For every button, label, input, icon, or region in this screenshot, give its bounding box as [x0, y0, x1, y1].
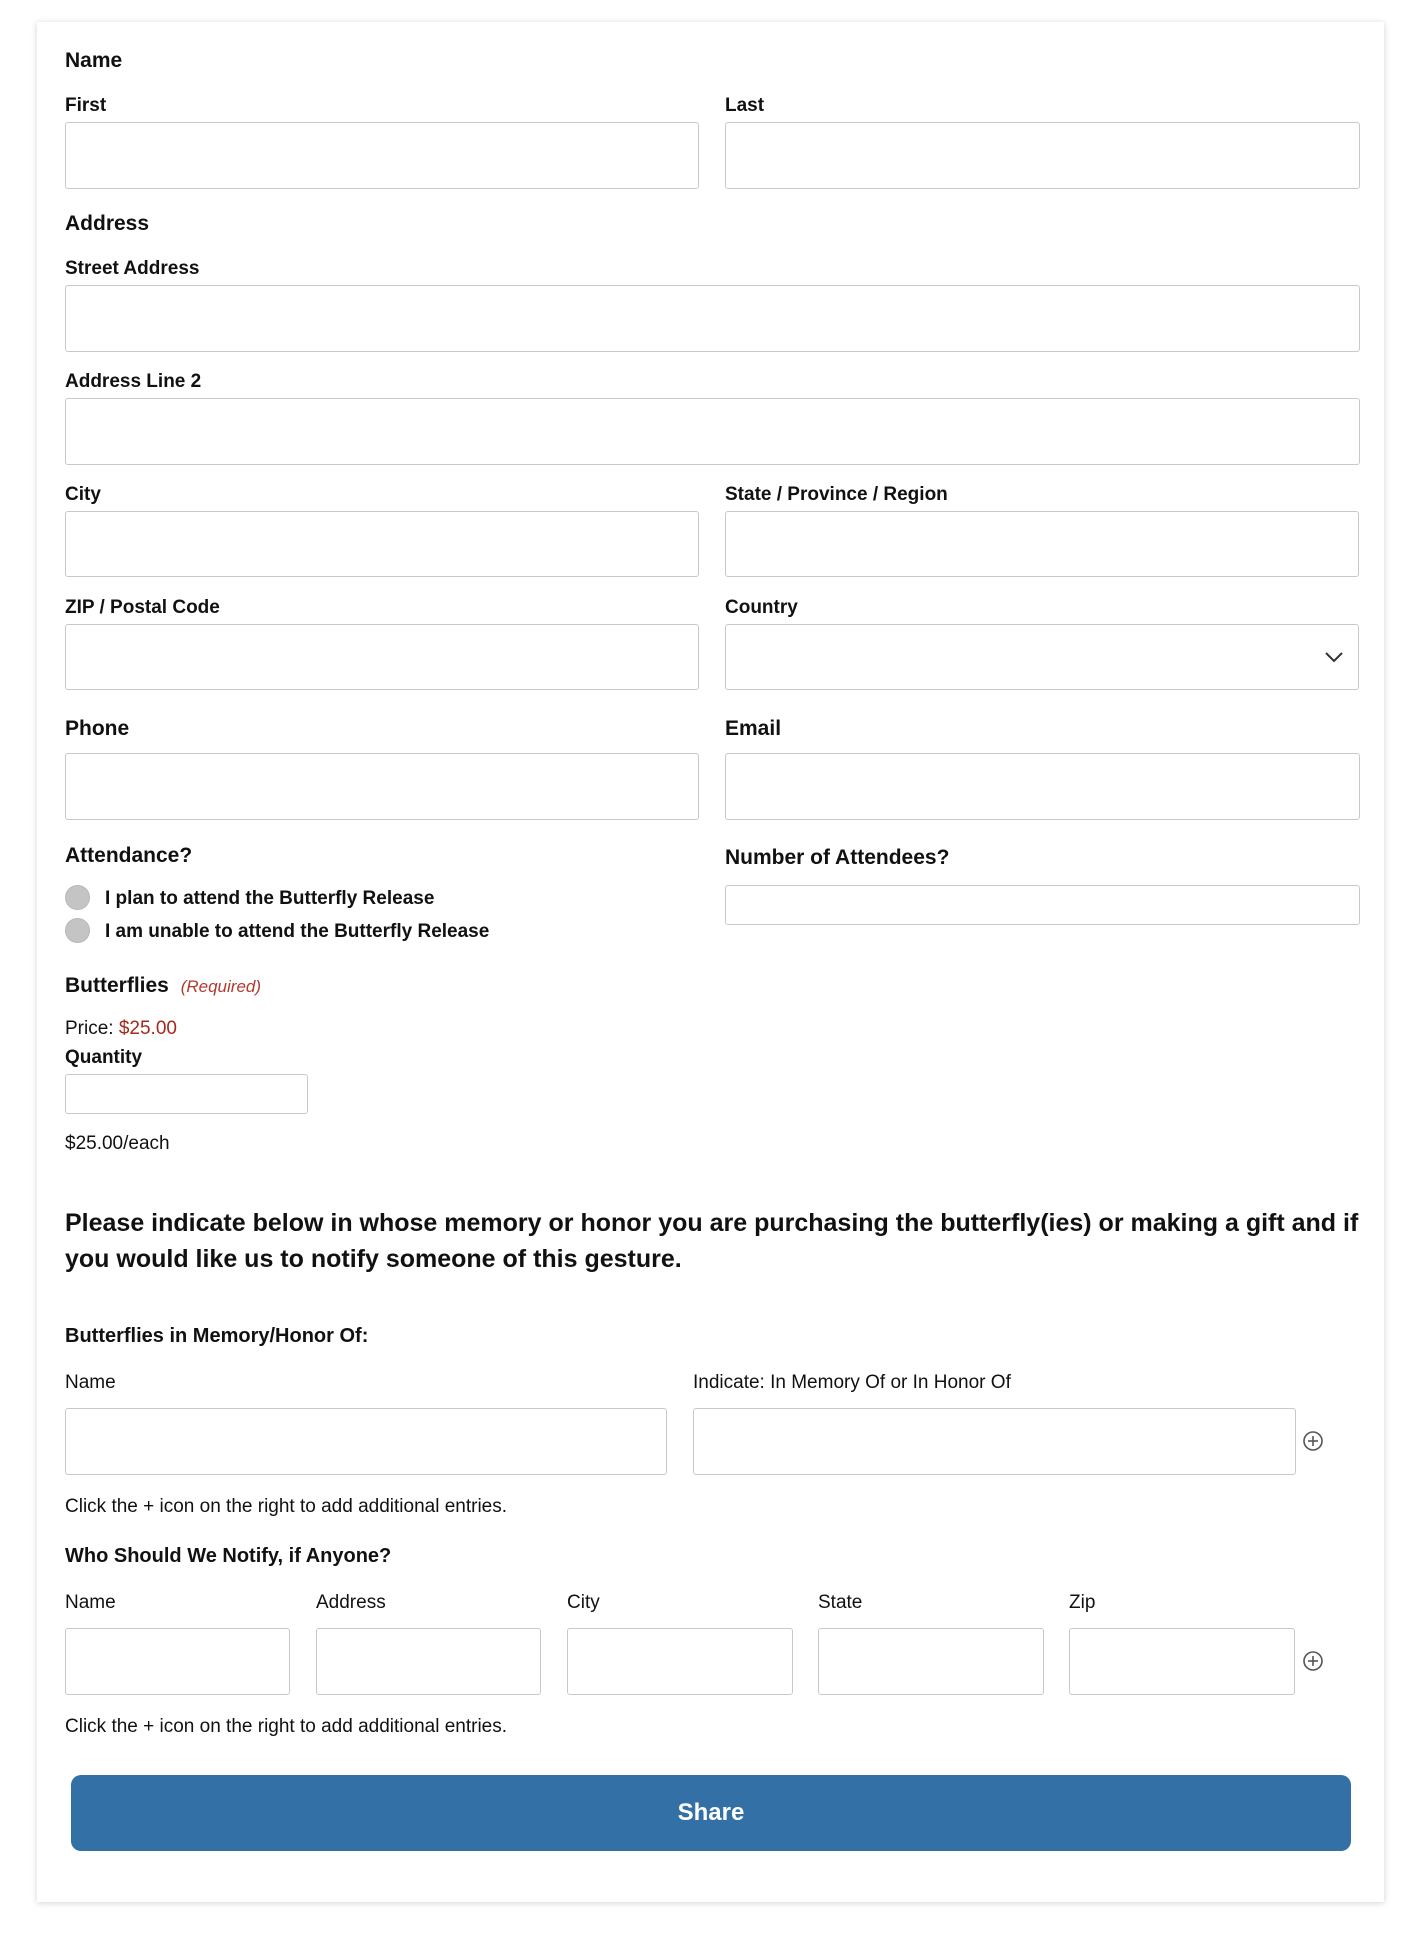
state-input[interactable] [725, 511, 1359, 577]
instructions-heading: Please indicate below in whose memory or honor you are purchasing the butterfly(ies) or making a gift and if you would like us to notify someone of this gesture. [65, 1209, 1359, 1273]
notify-zip-input[interactable] [1069, 1628, 1295, 1695]
email-label: Email [725, 717, 782, 740]
attend-radio[interactable] [65, 885, 90, 910]
address-legend: Address [65, 212, 150, 235]
butterflies-legend [65, 973, 261, 1000]
street-address-label: Street Address [65, 258, 200, 279]
phone-label: Phone [65, 717, 130, 740]
unable-radio[interactable] [65, 918, 90, 943]
unit-price-text: $25.00/each [65, 1133, 170, 1154]
notify-state-input[interactable] [818, 1628, 1044, 1695]
notify-address-input[interactable] [316, 1628, 541, 1695]
add-notify-entry-icon[interactable] [1302, 1650, 1324, 1672]
memory-hint: Click the + icon on the right to add additional entries. [65, 1496, 508, 1517]
name-legend: Name [65, 49, 123, 72]
zip-label: ZIP / Postal Code [65, 597, 220, 618]
last-name-input[interactable] [725, 122, 1360, 189]
email-input[interactable] [725, 753, 1360, 820]
price-label: Price: [65, 1018, 114, 1039]
country-label: Country [725, 597, 798, 618]
share-button[interactable]: Share [71, 1775, 1351, 1851]
notify-name-input[interactable] [65, 1628, 290, 1695]
notify-name-column: Name [65, 1592, 116, 1613]
first-name-label: First [65, 95, 107, 116]
attendance-legend: Attendance? [65, 844, 193, 867]
notify-city-input[interactable] [567, 1628, 793, 1695]
price-line [65, 1017, 177, 1041]
attend-option-label[interactable]: I plan to attend the Butterfly Release [105, 888, 435, 909]
attendees-input[interactable] [725, 885, 1360, 925]
country-select[interactable] [725, 624, 1359, 690]
butterflies-label: Butterflies [65, 974, 169, 997]
city-label: City [65, 484, 101, 505]
first-name-input[interactable] [65, 122, 699, 189]
last-name-label: Last [725, 95, 765, 116]
memory-legend: Butterflies in Memory/Honor Of: [65, 1325, 369, 1347]
notify-address-column: Address [316, 1592, 386, 1613]
chevron-down-icon [1324, 651, 1344, 663]
zip-input[interactable] [65, 624, 699, 690]
required-indicator: (Required) [180, 977, 262, 996]
notify-legend: Who Should We Notify, if Anyone? [65, 1545, 392, 1567]
street-address-input[interactable] [65, 285, 1360, 352]
unable-option-label[interactable]: I am unable to attend the Butterfly Release [105, 921, 490, 942]
address-line2-input[interactable] [65, 398, 1360, 465]
state-label: State / Province / Region [725, 484, 948, 505]
notify-zip-column: Zip [1069, 1592, 1096, 1613]
price-value: $25.00 [118, 1018, 177, 1039]
notify-state-column: State [818, 1592, 863, 1613]
phone-input[interactable] [65, 753, 699, 820]
notify-city-column: City [567, 1592, 600, 1613]
memory-name-input[interactable] [65, 1408, 667, 1475]
memory-indicate-column: Indicate: In Memory Of or In Honor Of [693, 1372, 1011, 1393]
memory-indicate-input[interactable] [693, 1408, 1296, 1475]
quantity-input[interactable] [65, 1074, 308, 1114]
quantity-label: Quantity [65, 1047, 143, 1068]
notify-hint: Click the + icon on the right to add additional entries. [65, 1716, 508, 1737]
city-input[interactable] [65, 511, 699, 577]
add-memory-entry-icon[interactable] [1302, 1430, 1324, 1452]
memory-name-column: Name [65, 1372, 116, 1393]
address-line2-label: Address Line 2 [65, 371, 202, 392]
attendees-label: Number of Attendees? [725, 846, 950, 869]
